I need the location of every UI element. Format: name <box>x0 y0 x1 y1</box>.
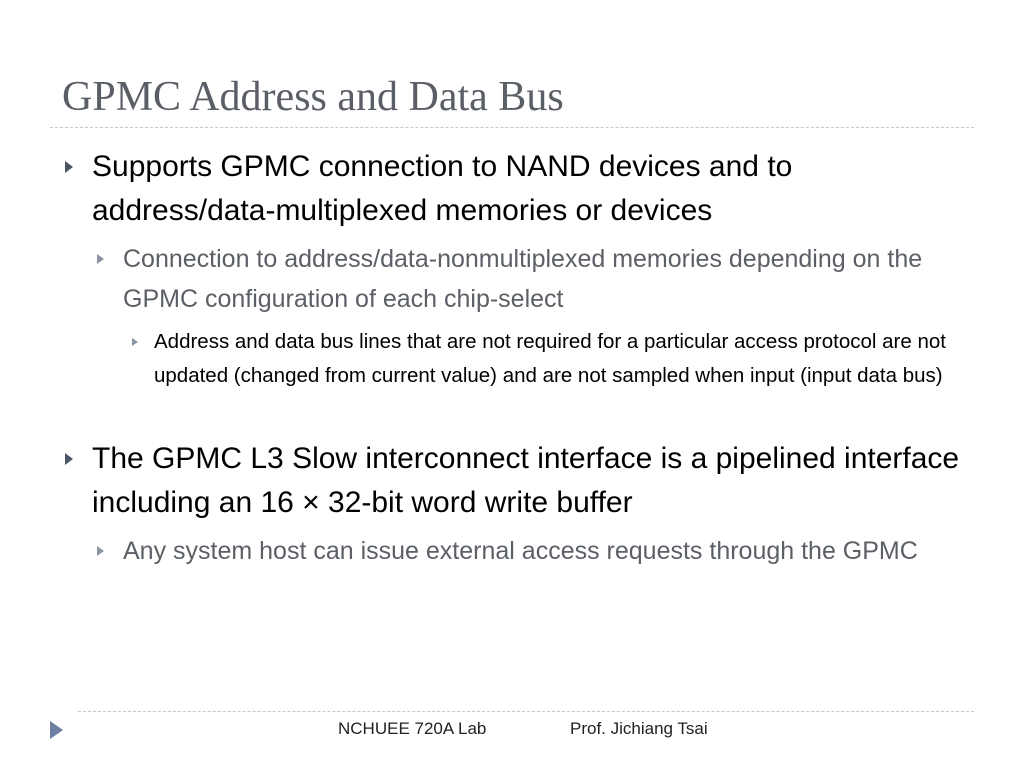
bullet-level3 <box>154 325 984 393</box>
slide-title: GPMC Address and Data Bus <box>62 74 564 120</box>
bullet-arrow-icon <box>97 546 104 556</box>
bullet-text: The GPMC L3 Slow interconnect interface is a pipelined interface including an 16 × 32-bit word write buffer <box>92 442 960 519</box>
bullet-level1 <box>92 437 962 525</box>
bullet-text: Any system host can issue external access requests through the GPMC <box>123 537 918 565</box>
bullet-arrow-icon <box>97 254 104 264</box>
footer-arrow-icon <box>50 721 63 739</box>
bullet-text: Supports GPMC connection to NAND devices and to address/data-multiplexed memories or devices <box>92 150 793 227</box>
footer-author: Prof. Jichiang Tsai <box>570 719 708 738</box>
bullet-arrow-icon <box>65 161 73 173</box>
bullet-text: Connection to address/data-nonmultiplexed memories depending on the GPMC configuration of each chip-select <box>123 245 923 313</box>
footer-divider <box>78 711 974 712</box>
bullet-arrow-icon <box>65 453 73 465</box>
bullet-level2 <box>123 531 943 571</box>
bullet-arrow-icon <box>132 338 138 346</box>
bullet-text: Address and data bus lines that are not required for a particular access protocol are not updated (changed from current value) and are not sampled when input (input data bus) <box>154 330 946 387</box>
title-divider <box>50 127 974 128</box>
bullet-level2 <box>123 239 923 319</box>
footer-lab: NCHUEE 720A Lab <box>338 719 487 738</box>
bullet-level1 <box>92 145 962 233</box>
